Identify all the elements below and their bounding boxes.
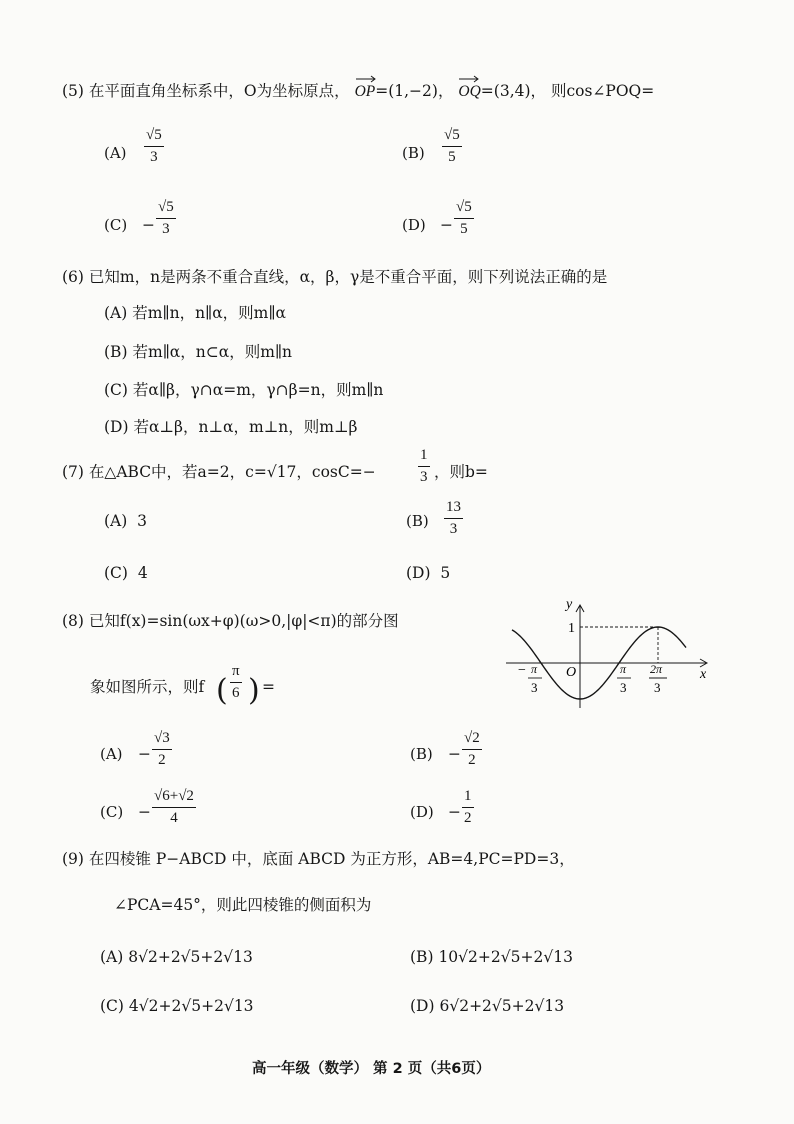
vector-op: OP (355, 83, 376, 100)
q5-option-d-value: √5 5 (456, 199, 472, 237)
q7-option-c: (C) 4 (104, 564, 148, 582)
q9-option-a: (A) 8√2+2√5+2√13 (100, 948, 253, 966)
x-tick-2pi-den: 3 (654, 680, 661, 695)
vector-oq: OQ (458, 83, 480, 100)
q6-option-b: (B) 若m∥α，n⊂α，则m∥n (104, 343, 293, 361)
q8-option-d-value: 1 2 (464, 788, 472, 826)
vector-arrow-icon (458, 75, 480, 83)
q5-option-b-label: (B) (402, 144, 425, 162)
origin-label: O (566, 665, 577, 680)
x-tick-neg-sign: − (518, 663, 526, 678)
q8-option-b-label: (B) (410, 745, 433, 763)
x-axis-label: x (700, 667, 707, 682)
q5-option-d-label: (D) (402, 216, 426, 234)
q6-option-d: (D) 若α⊥β，n⊥α，m⊥n，则m⊥β (104, 418, 358, 436)
y-axis-label: y (566, 597, 573, 612)
x-tick-pos-den: 3 (620, 680, 627, 695)
q5-option-b-value: √5 5 (444, 127, 460, 165)
q7-option-a: (A) 3 (104, 512, 148, 530)
q7-cos-fraction: 1 3 (420, 447, 428, 485)
q5-option-a-value: √5 3 (146, 127, 162, 165)
q8-option-b-value: √2 2 (464, 730, 480, 768)
question-8-stem-c: = (262, 678, 275, 696)
question-9-stem-a: (9) 在四棱锥 P−ABCD 中，底面 ABCD 为正方形，AB=4,PC=PD=3， (62, 850, 575, 868)
vector-arrow-icon (355, 75, 377, 83)
page-footer: 高一年级（数学） 第 2 页（共6页） (252, 1061, 491, 1077)
q9-option-c: (C) 4√2+2√5+2√13 (100, 997, 254, 1015)
q6-option-a: (A) 若m∥n，n∥α，则m∥α (104, 304, 287, 322)
q8-paren-right: ) (248, 673, 260, 708)
q8-option-a-label: (A) (100, 745, 123, 763)
q8-option-b-sign: − (448, 745, 461, 763)
question-9-stem-b: ∠PCA=45°，则此四棱锥的侧面积为 (114, 896, 372, 914)
x-tick-neg-den: 3 (531, 680, 538, 695)
y-tick-1: 1 (568, 621, 575, 636)
q8-option-d-sign: − (448, 803, 461, 821)
q9-option-d: (D) 6√2+2√5+2√13 (410, 997, 565, 1015)
q8-argument-fraction: π 6 (232, 663, 240, 701)
q8-option-d-label: (D) (410, 803, 434, 821)
question-8-stem-b: 象如图所示，则f (90, 678, 205, 696)
q8-option-c-sign: − (138, 803, 151, 821)
question-7-stem-a: (7) 在△ABC中，若a=2，c=√17，cosC=− (62, 463, 376, 481)
q7-option-b-value: 13 3 (446, 499, 461, 537)
x-tick-neg-num: π (531, 662, 538, 676)
q5-option-c-sign: − (142, 216, 155, 234)
q7-option-d: (D) 5 (406, 564, 451, 582)
q9-option-b: (B) 10√2+2√5+2√13 (410, 948, 573, 966)
question-5-stem: (5) 在平面直角坐标系中，O为坐标原点， OP=(1,−2)， OQ=(3,4)， 则cos∠POQ= (62, 84, 654, 100)
question-7-stem-b: ，则b= (434, 463, 488, 481)
question-8-stem-a: (8) 已知f(x)=sin(ωx+φ)(ω>0,|φ|<π)的部分图 (62, 612, 399, 630)
x-tick-2pi-num: 2π (650, 662, 663, 676)
q5-option-c-value: √5 3 (158, 199, 174, 237)
q8-option-a-sign: − (138, 745, 151, 763)
q5-option-a-label: (A) (104, 144, 127, 162)
q8-option-c-value: √6+√2 4 (154, 788, 194, 826)
q7-option-b-label: (B) (406, 512, 429, 530)
question-6-stem: (6) 已知m，n是两条不重合直线，α，β，γ是不重合平面，则下列说法正确的是 (62, 268, 608, 286)
q8-option-c-label: (C) (100, 803, 124, 821)
q5-option-c-label: (C) (104, 216, 128, 234)
q5-option-d-sign: − (440, 216, 453, 234)
q6-option-c: (C) 若α∥β，γ∩α=m，γ∩β=n，则m∥n (104, 381, 384, 399)
x-tick-pos-num: π (620, 662, 627, 676)
q8-option-a-value: √3 2 (154, 730, 170, 768)
q8-paren-left: ( (216, 673, 228, 708)
sine-graph (500, 596, 720, 712)
